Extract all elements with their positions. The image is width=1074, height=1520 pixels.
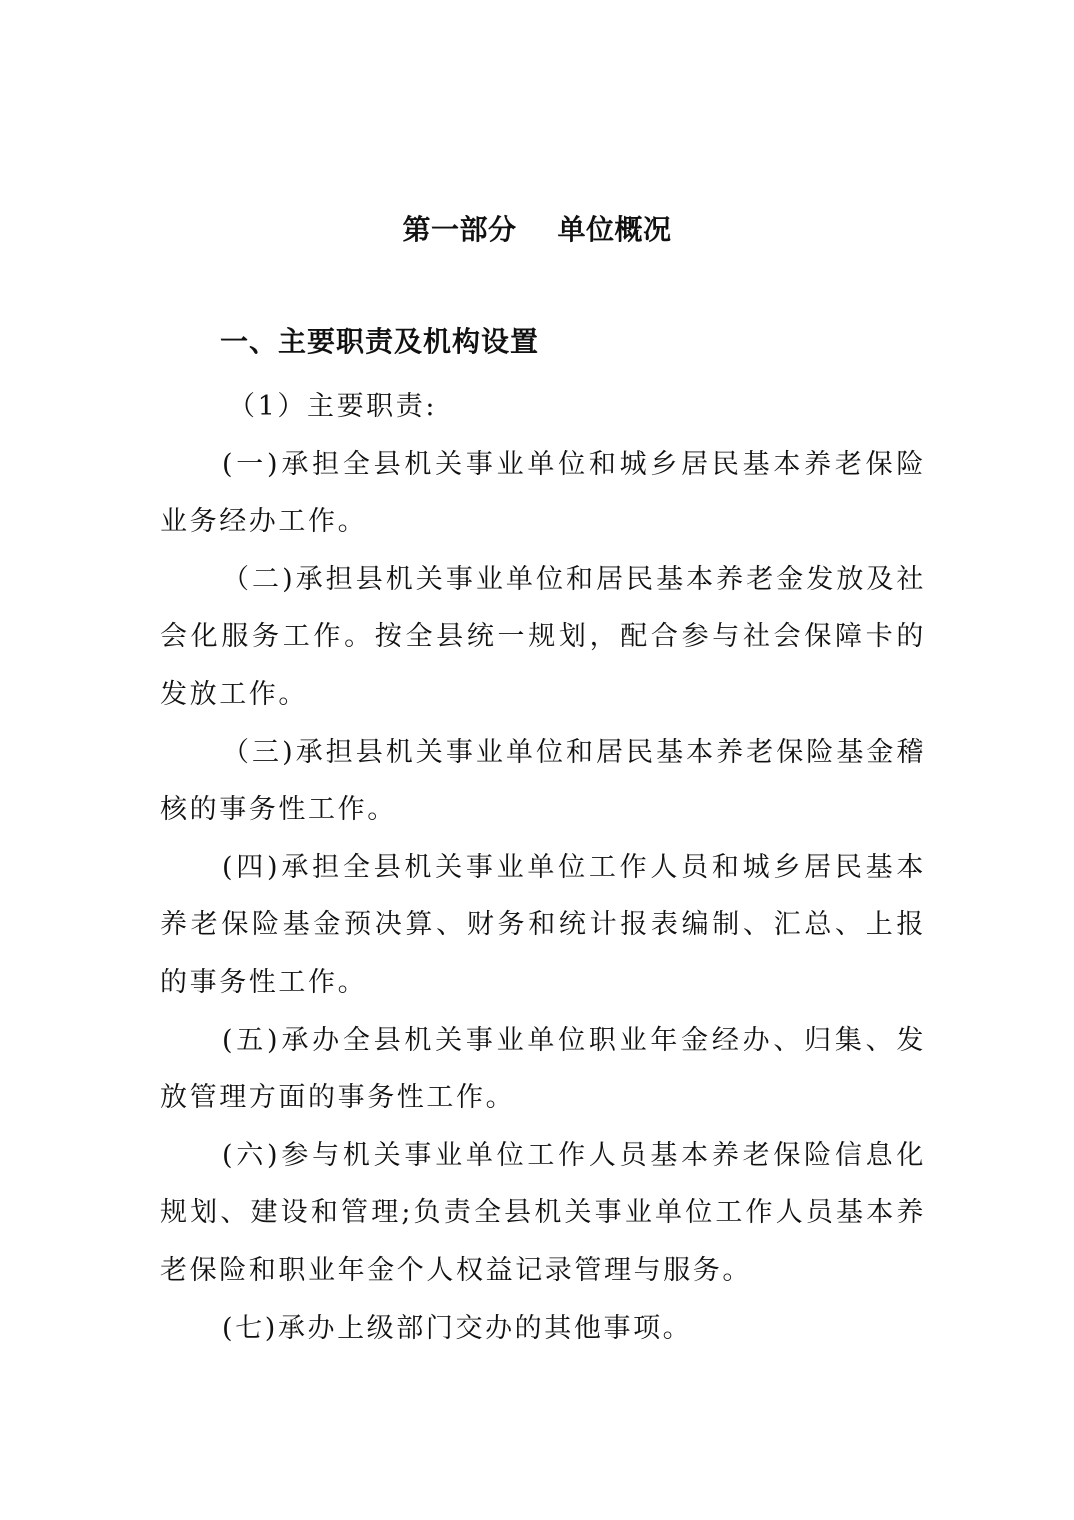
part-title: 第一部分 单位概况 — [402, 213, 672, 246]
duties-subheading: （1）主要职责: — [228, 391, 438, 422]
body-text — [160, 378, 926, 1357]
duty-paragraph-4: (四)承担全县机关事业单位工作人员和城乡居民基本养老保险基金预决算、财务和统计报表编制、汇总、上报的事务性工作。 — [160, 851, 926, 998]
duty-paragraph-7: (七)承办上级部门交办的其他事项。 — [222, 1312, 693, 1344]
duty-paragraph-1: (一)承担全县机关事业单位和城乡居民基本养老保险业务经办工作。 — [160, 448, 926, 538]
duty-paragraph-2: （二)承担县机关事业单位和居民基本养老金发放及社会化服务工作。按全县统一规划，配合参与社会保障卡的发放工作。 — [160, 563, 926, 710]
duty-paragraph-3: （三)承担县机关事业单位和居民基本养老保险基金稽核的事务性工作。 — [160, 736, 926, 826]
section-heading: 一、主要职责及机构设置 — [220, 325, 540, 358]
duty-paragraph-6: (六)参与机关事业单位工作人员基本养老保险信息化规划、建设和管理;负责全县机关事业单位工作人员基本养老保险和职业年金个人权益记录管理与服务。 — [160, 1139, 926, 1286]
duty-paragraph-5: (五)承办全县机关事业单位职业年金经办、归集、发放管理方面的事务性工作。 — [160, 1024, 926, 1114]
